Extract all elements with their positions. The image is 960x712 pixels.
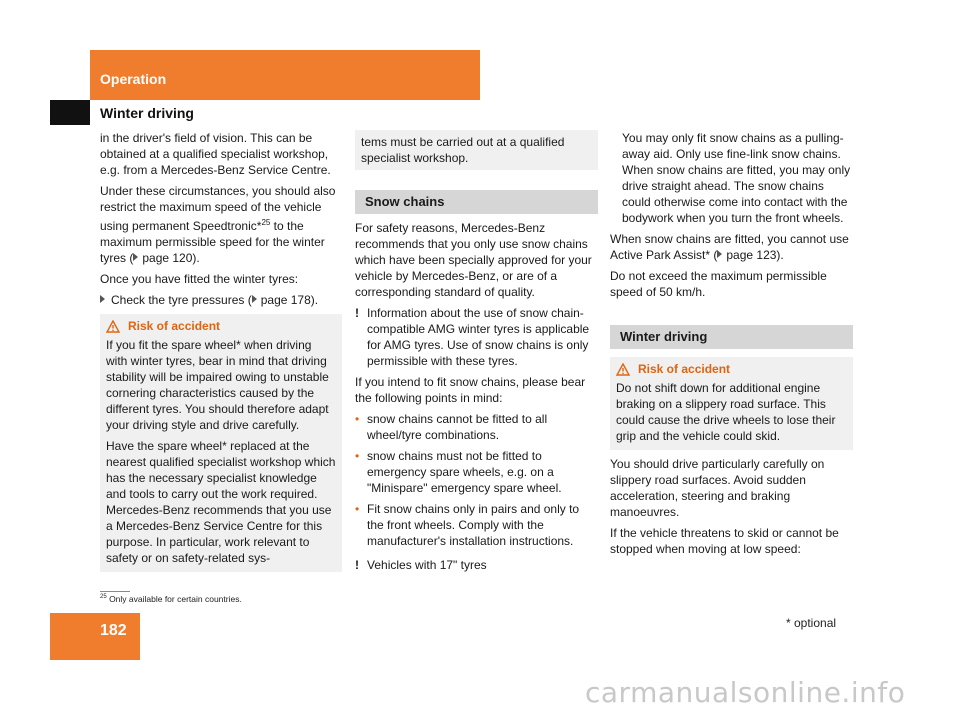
warning-text: tems must be carried out at a qualified specialist workshop.: [361, 135, 565, 165]
column-1: [100, 130, 342, 578]
action-step: Check the tyre pressures ( page 178).: [100, 292, 342, 308]
page-number: 182: [100, 622, 127, 639]
warning-triangle-icon: [106, 320, 120, 333]
page-ref-icon: [252, 295, 257, 303]
paragraph: For safety reasons, Mercedes-Benz recommends that you only use snow chains which have been specially approved for your vehicle by Mercedes-Benz, or are of a corresponding standard of quality.: [355, 221, 592, 299]
note: ! Information about the use of snow chain-compatible AMG winter tyres is applicable for AMG tyres. Use of snow chains is only permissible with these tyres.: [355, 306, 590, 368]
paragraph: You should drive particularly carefully on slippery road surfaces. Avoid sudden acceleration, steering and braking manoeuvres.: [610, 457, 825, 519]
warning-text: Have the spare wheel* replaced at the nearest qualified specialist workshop which has the necessary specialist knowledge and tools to carry out the work required. Mercedes-Benz recommends that you use a Mercedes-Benz Service Centre for this purpose. In particular, work relevant to safety or on safety-related sys-: [106, 439, 336, 565]
paragraph-speedtronic: Under these circumstances, you should also restrict the maximum speed of the vehicle using permanent Speedtronic*$^{25}$ to the maximum permissible speed for the winter tyres ( page 120).: [100, 184, 336, 265]
paragraph: in the driver's field of vision. This can be obtained at a qualified specialist workshop, e.g. from a Mercedes-Benz Service Centre.: [100, 131, 331, 177]
page-ref-link[interactable]: page 178).: [260, 293, 319, 307]
column-2: [355, 130, 598, 578]
section-heading-snow-chains: Snow chains: [355, 190, 598, 214]
header-marker: [50, 100, 90, 125]
footnote: [100, 594, 242, 604]
paragraph: Once you have fitted the winter tyres:: [100, 272, 299, 286]
list-item: • Fit snow chains only in pairs and only to the front wheels. Comply with the manufacturer's installation instructions.: [355, 502, 580, 548]
step-arrow-icon: [100, 295, 105, 303]
bullet-icon: •: [355, 502, 360, 516]
list-item: • snow chains must not be fitted to emergency spare wheels, e.g. on a "Minispare" emergency spare wheel.: [355, 449, 562, 495]
bullet-icon: •: [355, 412, 360, 426]
page-title: Winter driving: [100, 105, 194, 121]
section-heading-winter-driving: Winter driving: [610, 325, 853, 349]
note-mark-icon: !: [355, 306, 359, 320]
list-item: • snow chains cannot be fitted to all wheel/tyre combinations.: [355, 412, 548, 442]
footnote-number: 25: [100, 594, 107, 601]
warning-title: Risk of accident: [638, 362, 731, 376]
paragraph: If the vehicle threatens to skid or cannot be stopped when moving at low speed:: [610, 526, 839, 556]
paragraph-indented: You may only fit snow chains as a pulling-away aid. Only use fine-link snow chains. When snow chains are fitted, you may only drive straight ahead. The snow chains could otherwise come into contact with the bodywork when you turn the front wheels.: [622, 131, 851, 225]
note: ! Vehicles with 17" tyres: [355, 558, 487, 572]
watermark: carmanualsonline.info: [585, 676, 906, 709]
optional-note: * optional: [786, 616, 837, 630]
warning-box: [610, 357, 853, 450]
warning-header: [616, 361, 847, 377]
paragraph: If you intend to fit snow chains, please bear the following points in mind:: [355, 375, 586, 405]
section-title: Operation: [100, 71, 167, 87]
warning-box: [100, 314, 342, 572]
bullet-icon: •: [355, 449, 360, 463]
column-3: [610, 130, 853, 562]
warning-text: If you fit the spare wheel* when driving with winter tyres, bear in mind that driving stability will be impaired owing to unstable cornering characteristics caused by the different tyres. You should therefore adapt your driving style and drive carefully.: [106, 338, 329, 432]
footnote-divider: [100, 591, 130, 592]
warning-title: Risk of accident: [128, 319, 221, 333]
footnote-ref[interactable]: 25: [261, 218, 271, 227]
page-ref-link[interactable]: page 123).: [726, 248, 784, 262]
warning-triangle-icon: [616, 363, 630, 376]
warning-header: [106, 318, 336, 334]
footnote-text: Only available for certain countries.: [109, 594, 242, 604]
warning-continuation: [355, 130, 598, 170]
paragraph-park-assist: When snow chains are fitted, you cannot use Active Park Assist* ( page 123).: [610, 232, 849, 262]
paragraph: Do not exceed the maximum permissible speed of 50 km/h.: [610, 269, 827, 299]
warning-text: Do not shift down for additional engine braking on a slippery road surface. This could cause the drive wheels to lose their grip and the vehicle could skid.: [616, 381, 836, 443]
page-ref-icon: [717, 250, 722, 258]
note-mark-icon: !: [355, 558, 359, 572]
page-ref-link[interactable]: page 120).: [142, 251, 200, 265]
page-ref-icon: [133, 253, 138, 261]
